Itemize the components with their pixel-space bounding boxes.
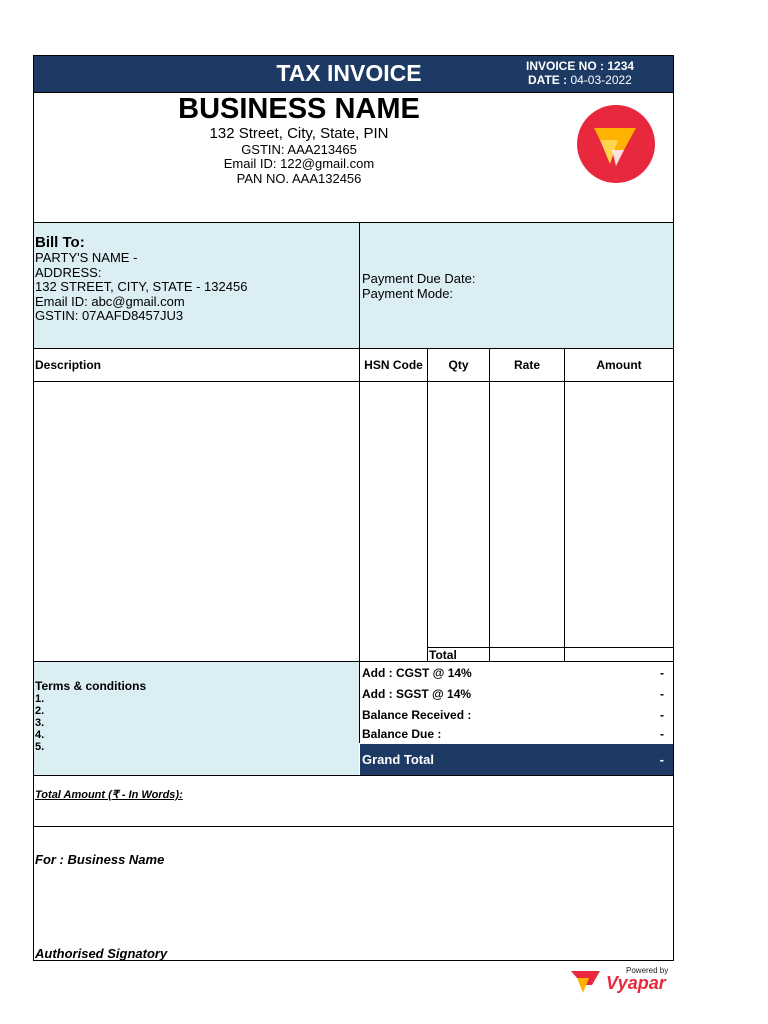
payment-mode: Payment Mode: [362, 286, 454, 301]
invoice-date-label: DATE : [528, 73, 571, 87]
invoice-number: INVOICE NO : 1234 [526, 59, 635, 73]
amount-in-words-label: Total Amount (₹ - In Words): [35, 789, 183, 801]
payment-due-date: Payment Due Date: [362, 271, 476, 286]
invoice-title: TAX INVOICE [276, 60, 422, 86]
terms-list [35, 693, 44, 753]
col-hsn-code: HSN Code [364, 358, 423, 372]
col-amount: Amount [596, 358, 642, 372]
terms-item: 4. [35, 729, 45, 741]
grand-total-label: Grand Total [362, 752, 434, 767]
cgst-label: Add : CGST @ 14% [362, 666, 472, 680]
sgst-label: Add : SGST @ 14% [362, 687, 472, 701]
grand-total-bar [360, 744, 673, 775]
items-table-body [34, 382, 673, 647]
col-description: Description [35, 358, 102, 372]
balance-due-label: Balance Due : [362, 727, 442, 741]
invoice-header-bar [34, 56, 673, 92]
terms-item: 2. [35, 705, 45, 717]
terms-item: 1. [35, 693, 45, 705]
bill-to-email: Email ID: abc@gmail.com [35, 294, 185, 309]
cgst-value: - [660, 666, 664, 680]
business-logo-icon [572, 104, 660, 184]
bill-to-party: PARTY'S NAME - [35, 250, 138, 265]
balance-due-value: - [660, 727, 664, 741]
invoice-date [528, 73, 668, 87]
balance-received-value: - [660, 708, 664, 722]
business-email: Email ID: 122@gmail.com [223, 156, 375, 171]
bill-to-address-label: ADDRESS: [35, 265, 102, 280]
authorised-signatory: Authorised Signatory [35, 946, 168, 961]
business-name: BUSINESS NAME [178, 93, 420, 125]
table-total-label: Total [429, 648, 457, 662]
grand-total-value: - [659, 752, 664, 767]
bill-to-heading: Bill To: [35, 234, 85, 251]
business-gstin: GSTIN: AAA213465 [241, 142, 357, 157]
vyapar-brand-text: Vyapar [606, 973, 666, 993]
col-rate: Rate [513, 358, 540, 372]
business-address: 132 Street, City, State, PIN [209, 125, 389, 142]
vyapar-logo-icon [570, 968, 604, 994]
terms-item: 3. [35, 717, 45, 729]
terms-item: 5. [35, 741, 45, 753]
business-pan: PAN NO. AAA132456 [236, 171, 362, 186]
powered-by-text: Powered by [626, 966, 669, 975]
bill-to-address: 132 STREET, CITY, STATE - 132456 [35, 279, 248, 294]
col-qty: Qty [448, 358, 469, 372]
sgst-value: - [660, 687, 664, 701]
powered-by-logo [570, 966, 680, 994]
bill-to-gstin: GSTIN: 07AAFD8457JU3 [35, 308, 184, 323]
terms-heading: Terms & conditions [35, 679, 147, 693]
invoice-date-value: 04-03-2022 [570, 73, 632, 87]
balance-received-label: Balance Received : [362, 708, 472, 722]
for-business-label: For : Business Name [35, 852, 165, 867]
